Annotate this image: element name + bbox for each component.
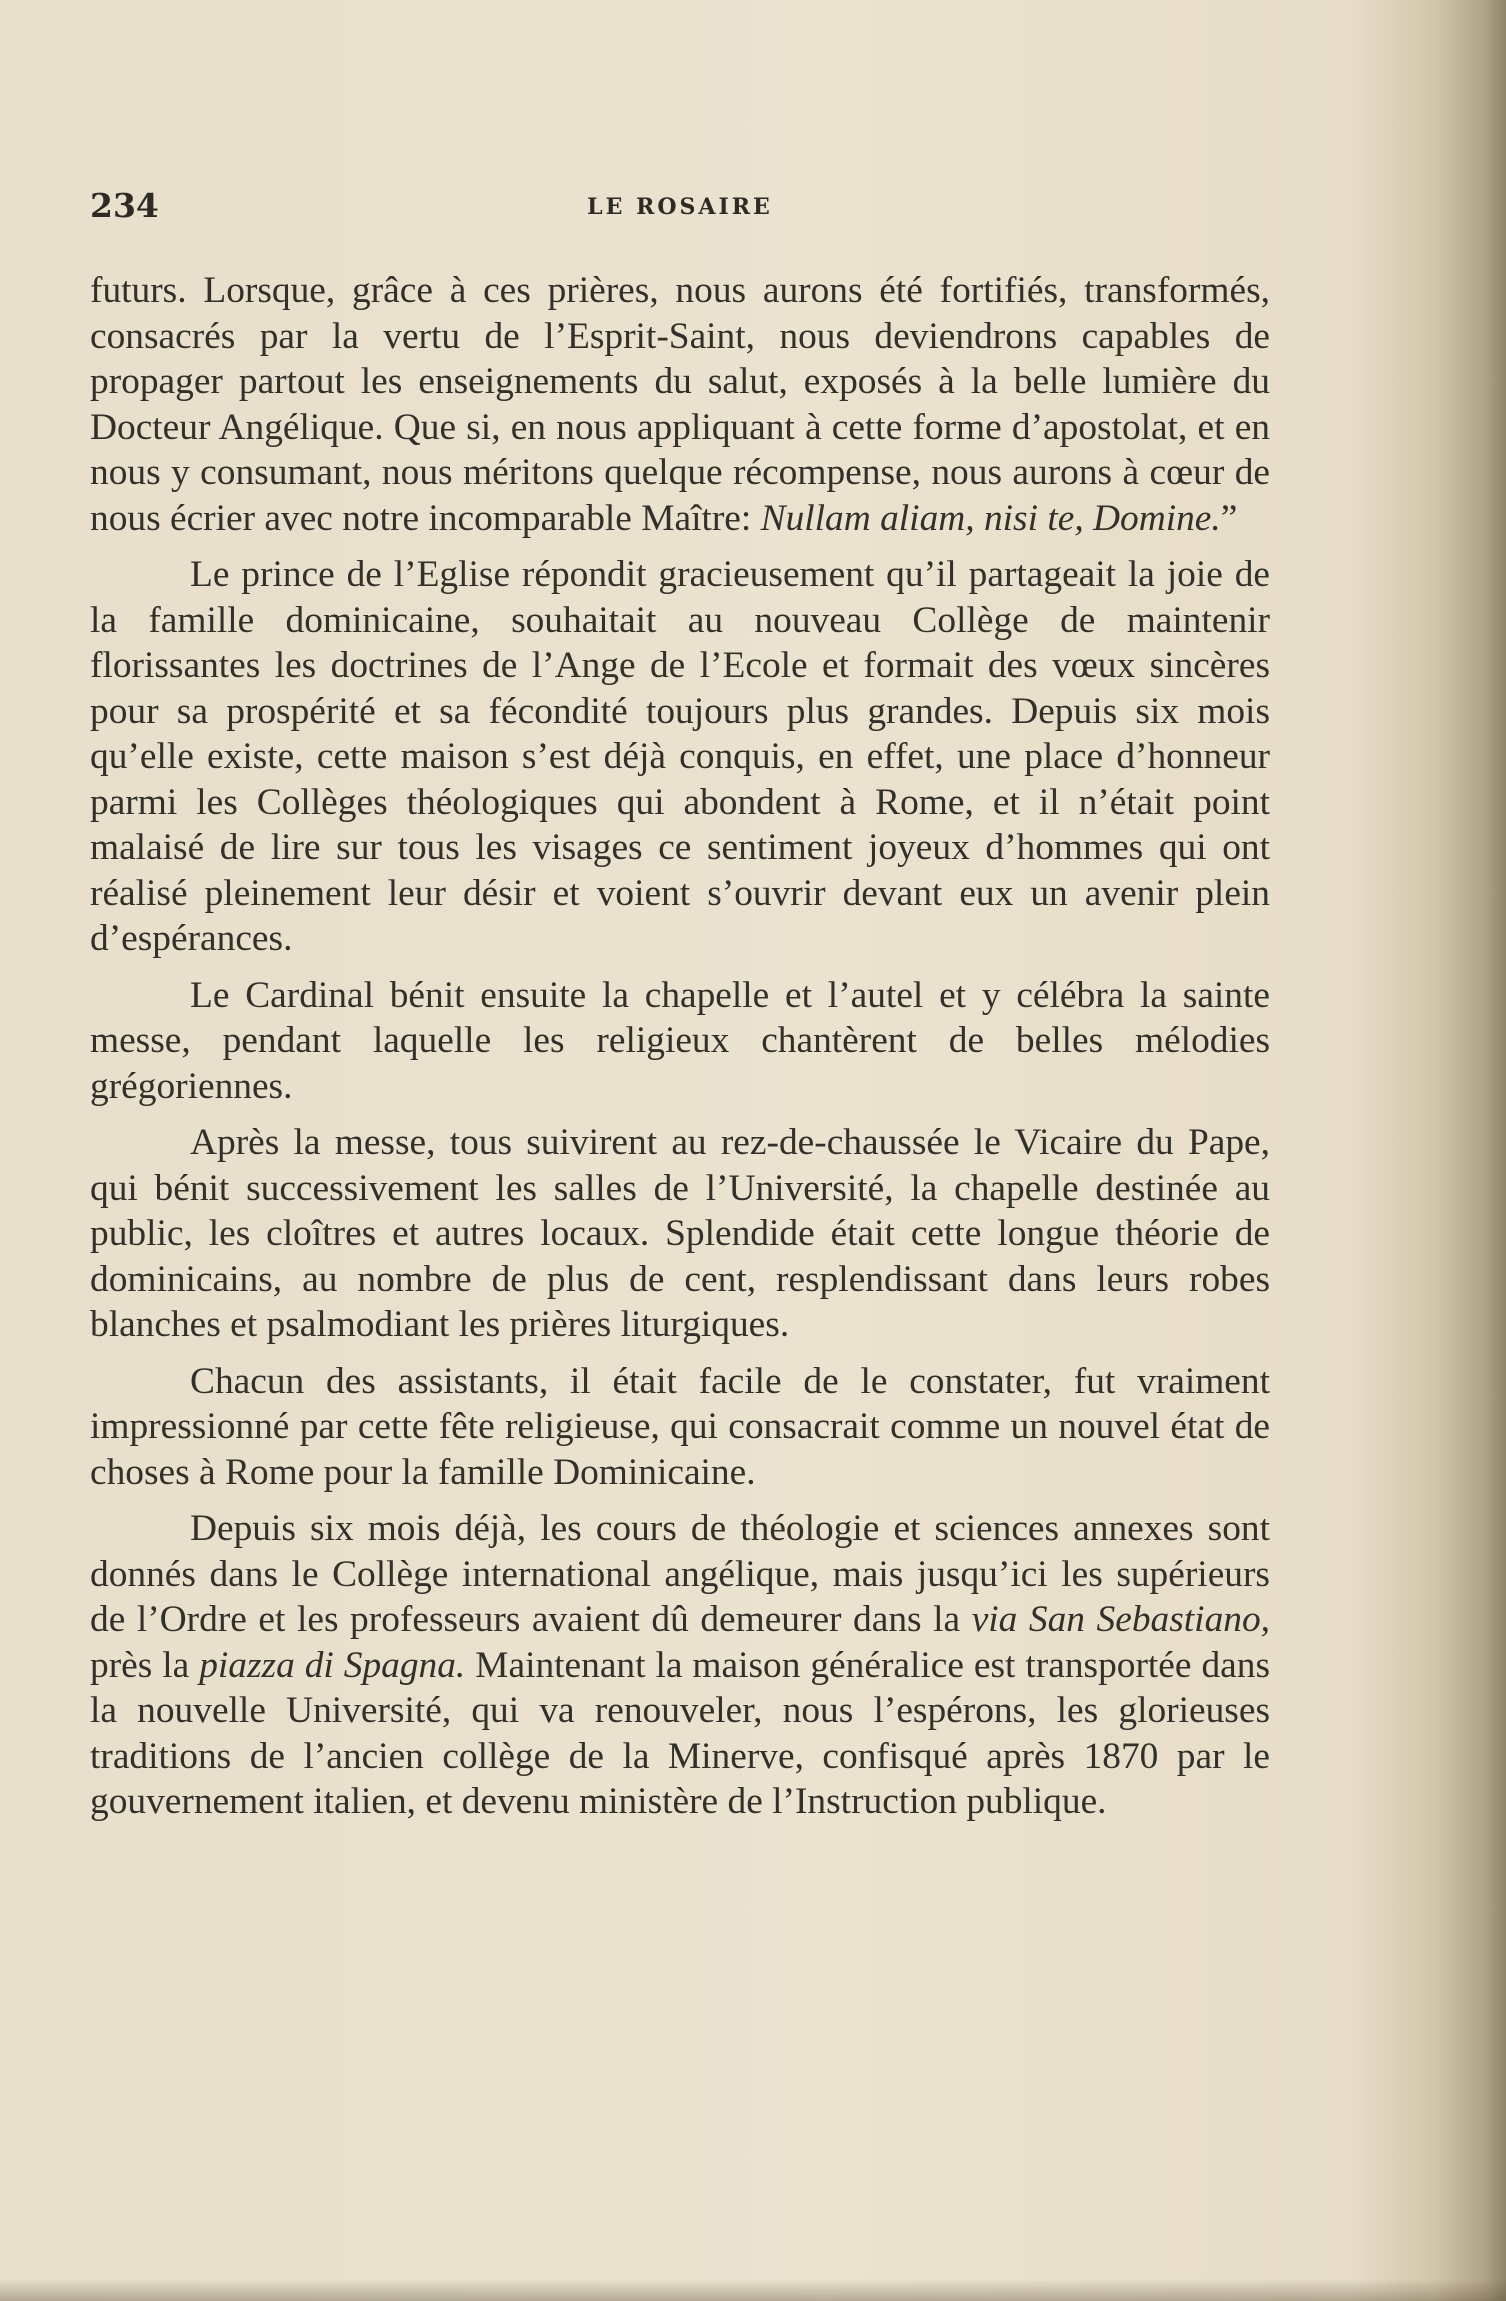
text-segment: Le Cardinal bénit ensuite la chapelle et l’autel et y célébra la sainte messe, pendant laquelle les religieux chantèrent de belles mélodies grégoriennes.: [90, 974, 1270, 1107]
italic-segment: piazza di Spagna.: [199, 1644, 466, 1686]
page-edge-shadow: [1436, 0, 1506, 2301]
paragraph: [90, 1120, 1270, 1348]
paragraph: [90, 268, 1270, 541]
text-segment: Depuis six mois déjà, les cours de théologie et sciences annexes sont donnés dans le Collège international angélique, mais jusqu’ici les supérieurs de l’Ordre et les professeurs avaient dû demeurer dans la: [90, 1508, 1270, 1640]
italic-segment: Nullam aliam, nisi te, Domine.: [760, 497, 1221, 539]
text-segment: Chacun des assistants, il était facile de le constater, fut vraiment impressionné par cette fête religieuse, qui consacrait comme un nouvel état de choses à Rome pour la famille Dominicaine.: [90, 1360, 1270, 1493]
italic-segment: via San Sebastiano,: [971, 1599, 1270, 1640]
paragraph: [90, 552, 1270, 962]
page-number: 234: [90, 186, 159, 225]
page-bottom-shadow: [0, 2279, 1506, 2301]
page-header: [90, 186, 1270, 236]
paragraph: [90, 1506, 1270, 1825]
text-segment: Maintenant la maison généralice est transportée dans la nouvelle Université, qui va renouveler, nous l’espérons, les glorieuses traditions de l’ancien collège de la Minerve, confisqué après 1870 par le gouvernement italien, et devenu ministère de l’Instruction publique.: [90, 1644, 1270, 1822]
running-head: LE ROSAIRE: [587, 194, 773, 220]
text-segment: ”: [1220, 497, 1238, 539]
paragraph: [90, 1359, 1270, 1496]
text-segment: Le prince de l’Eglise répondit gracieusement qu’il partageait la joie de la famille dominicaine, souhaitait au nouveau Collège de maintenir florissantes les doctrines de l’Ange de l’Ecole et formait des vœux sincères pour sa prospérité et sa fécondité toujours plus grandes. Depuis six mois qu’elle existe, cette maison s’est déjà conquis, en effet, une place d’honneur parmi les Collèges théologiques qui abondent à Rome, et il n’était point malaisé de lire sur tous les visages ce sentiment joyeux d’hommes qui ont réalisé pleinement leur désir et voient s’ouvrir devant eux un avenir plein d’espérances.: [90, 554, 1270, 959]
text-segment: près la: [90, 1644, 200, 1686]
text-segment: futurs. Lorsque, grâce à ces prières, nous aurons été fortifiés, transformés, consacrés par la vertu de l’Esprit-Saint, nous deviendrons capables de propager partout les enseignements du salut, exposés à la belle lumière du Docteur Angélique. Que si, en nous appliquant à cette forme d’apostolat, et en nous y consumant, nous méritons quelque récompense, nous aurons à cœur de nous écrier avec notre incomparable Maître:: [90, 270, 1270, 539]
text-segment: Après la messe, tous suivirent au rez-de-chaussée le Vicaire du Pape, qui bénit successivement les salles de l’Université, la chapelle destinée au public, les cloîtres et autres locaux. Splendide était cette longue théorie de dominicains, au nombre de plus de cent, resplendissant dans leurs robes blanches et psalmodiant les prières liturgiques.: [90, 1122, 1270, 1345]
body-text: [90, 268, 1270, 1825]
paragraph: [90, 973, 1270, 1110]
